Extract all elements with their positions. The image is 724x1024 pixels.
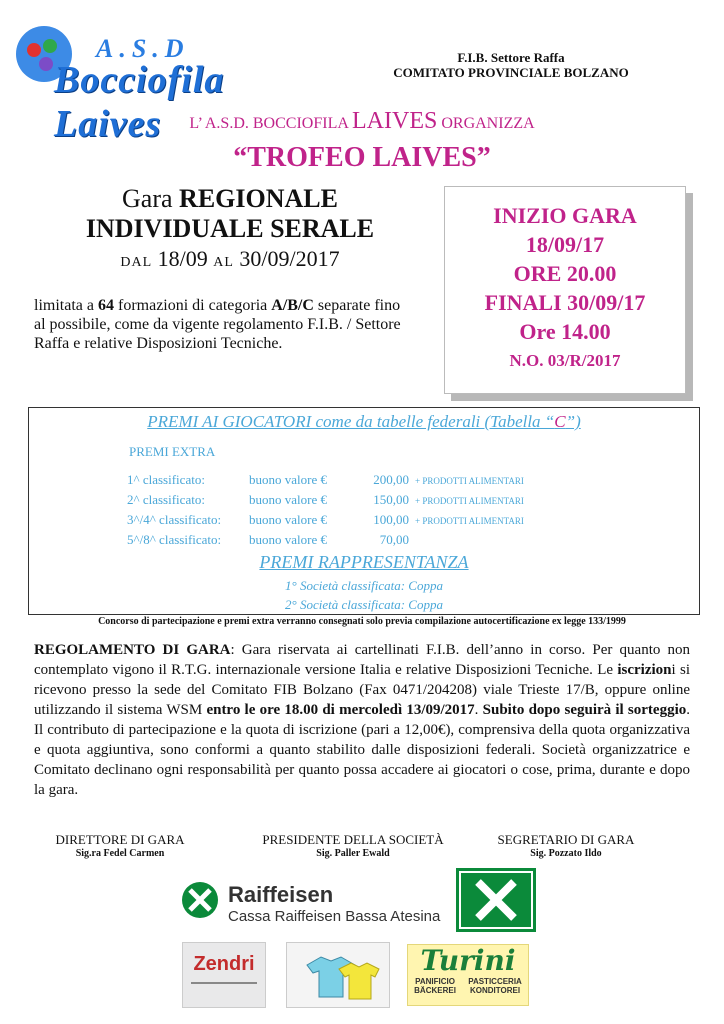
prize-place: 3^/4^ classificato: <box>127 512 222 527</box>
prize-place: 1^ classificato: <box>127 472 205 487</box>
fib-label: F.I.B. Settore Raffa <box>457 50 565 65</box>
prize-value: 200,00 <box>373 472 409 487</box>
prize-value: 70,00 <box>379 532 409 547</box>
organizza-laives: LAIVES <box>352 108 438 134</box>
raiffeisen-cross-icon <box>180 880 220 920</box>
inizio-no: N.O. 03/R/2017 <box>509 351 621 370</box>
regolamento-iscr: iscrizion <box>617 662 672 678</box>
zendri-logo <box>182 942 266 1008</box>
signature-segretario <box>466 832 666 859</box>
raiffeisen-sub: Cassa Raiffeisen Bassa Atesina <box>228 908 441 925</box>
signature-name: Sig. Pozzato Ildo <box>530 848 602 859</box>
zendri-name: Zendri <box>193 953 255 975</box>
prize-label: buono valore € <box>249 492 327 507</box>
prize-row <box>127 472 524 488</box>
prize-place: 5^/8^ classificato: <box>127 532 222 547</box>
turini-pasticceria: PASTICCERIA <box>468 977 522 986</box>
prize-row <box>127 532 415 548</box>
gara-prefix: Gara <box>122 184 180 213</box>
prize-plus: + PRODOTTI ALIMENTARI <box>415 496 524 506</box>
premi-title-b: ”) <box>565 412 581 431</box>
regolamento-p4: . Il contributo di partecipazione e la quota di iscrizione (pari a 12,00€), comprensiva della quota organizzativa e quota aggiuntiva, sono conformi a quanto stabilito dalle disposizioni federali. Società organizzatrice e Comitato declinano ogni responsabilità per quanto possa accadere ai giocatori o cose, prima, durante e dopo la gara. <box>34 702 690 798</box>
prize-label: buono valore € <box>249 532 327 547</box>
logo-name: Bocciofila Laives <box>54 59 225 145</box>
organizza-line <box>0 108 724 135</box>
limitata-text <box>34 296 414 353</box>
al-label: AL <box>213 255 234 270</box>
raiffeisen-name: Raiffeisen <box>228 882 334 907</box>
signature-direttore <box>20 832 220 859</box>
regolamento-p2: i si ricevono presso la sede del Comitato FIB Bolzano (Fax 0471/204208) viale Trieste 17/B, oppure online utilizzando il sistema WSM <box>34 662 690 718</box>
signature-name: Sig. Paller Ewald <box>316 848 390 859</box>
gara-regionale: REGIONALE <box>179 184 338 213</box>
federation-header <box>346 50 676 80</box>
prize-row <box>127 512 524 528</box>
inizio-l3: ORE 20.00 <box>513 261 617 286</box>
limitata-t3: separate fino al possibile, come da vigente regolamento F.I.B. / Settore Raffa e relative Disposizioni Tecniche. <box>34 297 401 352</box>
date-to: 30/09/2017 <box>239 246 340 271</box>
regolamento-p3: . <box>474 702 483 718</box>
prize-place: 2^ classificato: <box>127 492 205 507</box>
signature-role: PRESIDENTE DELLA SOCIETÀ <box>262 832 444 847</box>
prize-plus: + PRODOTTI ALIMENTARI <box>415 476 524 486</box>
zendri-divider <box>191 982 257 984</box>
signature-name: Sig.ra Fedel Carmen <box>75 848 165 859</box>
concorso-note: Concorso di partecipazione e premi extra verranno consegnati solo previa compilazione autocertificazione ex legge 133/1999 <box>98 616 626 627</box>
gara-block <box>40 184 420 278</box>
premi-extra: PREMI EXTRA <box>129 444 216 459</box>
dal-label: DAL <box>120 255 153 270</box>
prize-value: 100,00 <box>373 512 409 527</box>
signature-role: SEGRETARIO DI GARA <box>497 832 635 847</box>
regolamento-entro: entro le ore 18.00 di mercoledì 13/09/2017 <box>206 702 475 718</box>
regolamento-sorteggio: Subito dopo seguirà il sorteggio <box>482 702 687 718</box>
prize-plus: + PRODOTTI ALIMENTARI <box>415 516 524 526</box>
regolamento-title: REGOLAMENTO DI GARA <box>34 642 231 658</box>
rappresentanza-title: PREMI RAPPRESENTANZA <box>259 552 469 572</box>
logo-asd: A.S.D <box>96 34 190 63</box>
organizza-prefix: L’ A.S.D. BOCCIOFILA <box>189 115 349 132</box>
date-from: 18/09 <box>157 246 208 271</box>
limitata-cat: A/B/C <box>271 297 314 314</box>
premi-title <box>29 412 699 432</box>
comitato-label: COMITATO PROVINCIALE BOLZANO <box>393 65 629 80</box>
raiffeisen-logo <box>456 868 536 932</box>
premi-title-a: PREMI AI GIOCATORI come da tabelle federali (Tabella “ <box>147 412 555 431</box>
inizio-l1: INIZIO GARA <box>493 203 637 228</box>
prize-row <box>127 492 524 508</box>
regolamento-p1: : Gara riservata ai cartellinati F.I.B. dell’anno in corso. Per quanto non contemplato vigono il R.T.G. internazionale versione Italia e relative Disposizioni Tecniche. Le <box>34 642 690 678</box>
inizio-l2: 18/09/17 <box>525 232 605 257</box>
inizio-l5: Ore 14.00 <box>519 319 611 344</box>
inizio-box <box>444 186 686 394</box>
limitata-t1: limitata a <box>34 297 98 314</box>
signature-presidente <box>248 832 458 859</box>
societa-2: 2° Società classificata: Coppa <box>285 597 443 612</box>
raiffeisen-horse-icon <box>456 868 536 932</box>
gara-dates <box>40 244 420 278</box>
limitata-t2: formazioni di categoria <box>113 297 272 314</box>
turini-logo <box>407 944 529 1006</box>
tshirt-icon <box>287 943 389 1007</box>
signature-role: DIRETTORE DI GARA <box>55 832 185 847</box>
societa-1: 1° Società classificata: Coppa <box>285 578 443 593</box>
premi-title-c: C <box>554 412 566 431</box>
turini-name: Turini <box>420 944 516 977</box>
limitata-num: 64 <box>97 297 114 314</box>
prize-label: buono valore € <box>249 472 327 487</box>
inizio-l4: FINALI 30/09/17 <box>484 290 646 315</box>
premi-box <box>28 407 700 615</box>
trofeo-title: “TROFEO LAIVES” <box>233 142 491 173</box>
prize-value: 150,00 <box>373 492 409 507</box>
turini-panificio: PANIFICIO <box>415 977 455 986</box>
gara-type: INDIVIDUALE SERALE <box>85 214 375 243</box>
turini-konditorei: KONDITOREI <box>469 986 521 995</box>
prize-label: buono valore € <box>249 512 327 527</box>
tshirt-sponsor-logo <box>286 942 390 1008</box>
regolamento-text <box>34 640 690 800</box>
organizza-suffix: ORGANIZZA <box>441 115 535 132</box>
turini-backerei: BÄCKEREI <box>414 986 456 995</box>
